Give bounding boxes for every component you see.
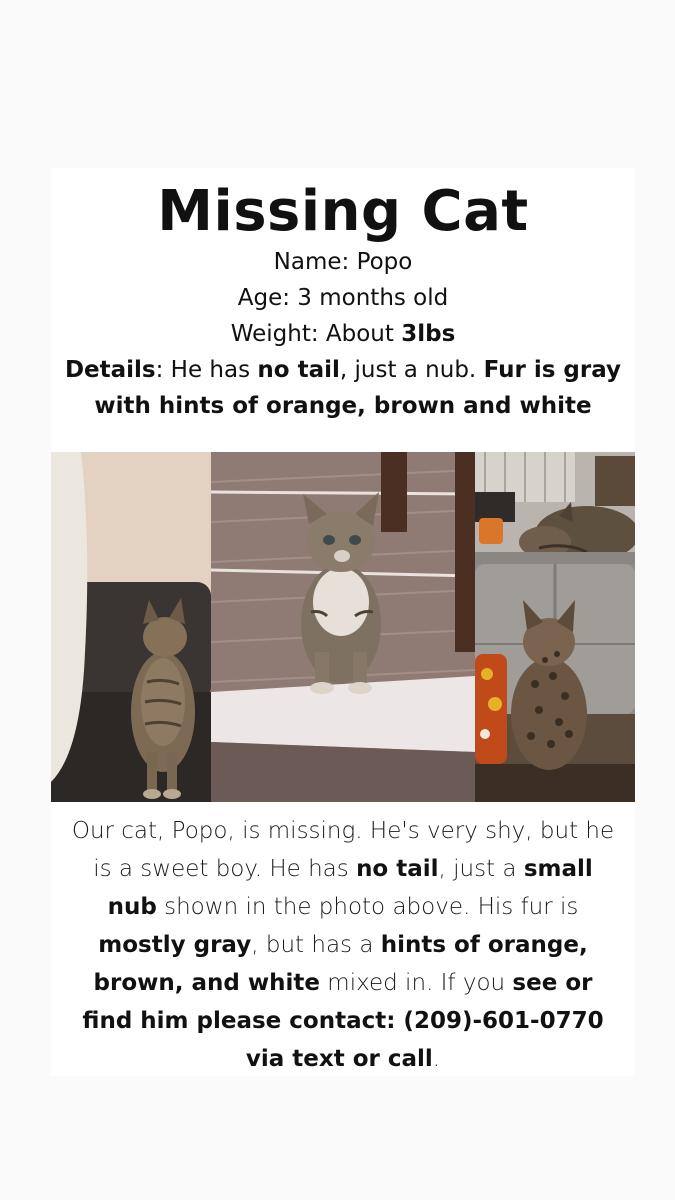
- details-mid: , just a nub.: [339, 357, 484, 383]
- age-label: Age:: [237, 285, 290, 311]
- story-paragraph: [65, 812, 621, 1078]
- age-line: [51, 280, 635, 316]
- details-label: Details: [64, 357, 156, 383]
- poster-title: Missing Cat: [157, 179, 529, 244]
- weight-value: 3lbs: [401, 321, 456, 347]
- photo-kitten-from-behind: [475, 564, 635, 802]
- details-text: [51, 352, 635, 424]
- story-hints: hints of orange, brown, and white: [93, 932, 588, 996]
- name-label: Name:: [273, 249, 350, 275]
- story-part-6: .: [432, 1046, 441, 1072]
- photo-collage: [51, 452, 635, 802]
- story-part-3: shown in the photo above. His fur is: [156, 894, 579, 920]
- photo-kitten-on-rug: [211, 452, 475, 802]
- photo-kitten-sleeping: [475, 452, 635, 564]
- story-part-4: , but has a: [251, 932, 381, 958]
- missing-cat-poster: [51, 168, 635, 1076]
- name-value: Popo: [356, 249, 413, 275]
- story-part-5: mixed in. If you: [319, 970, 513, 996]
- weight-prefix: About: [325, 321, 394, 347]
- story-part-2: , just a: [438, 856, 524, 882]
- details-sep: : He has: [155, 357, 258, 383]
- age-value: 3 months old: [297, 285, 449, 311]
- story-mostly-gray: mostly gray: [98, 932, 252, 958]
- weight-label: Weight:: [230, 321, 319, 347]
- weight-line: [51, 316, 635, 352]
- photo-kitten-on-couch: [51, 452, 211, 802]
- story-small-nub: small nub: [107, 856, 593, 920]
- name-line: [51, 244, 635, 280]
- story-contact: see or find him please contact: (209)-601-0770 via text or call: [82, 970, 604, 1072]
- story-no-tail: no tail: [356, 856, 439, 882]
- story-part-1: Our cat, Popo, is missing. He's very shy, but he is a sweet boy. He has: [71, 818, 615, 882]
- details-no-tail: no tail: [257, 357, 340, 383]
- details-fur: Fur is gray with hints of orange, brown and white: [94, 357, 622, 419]
